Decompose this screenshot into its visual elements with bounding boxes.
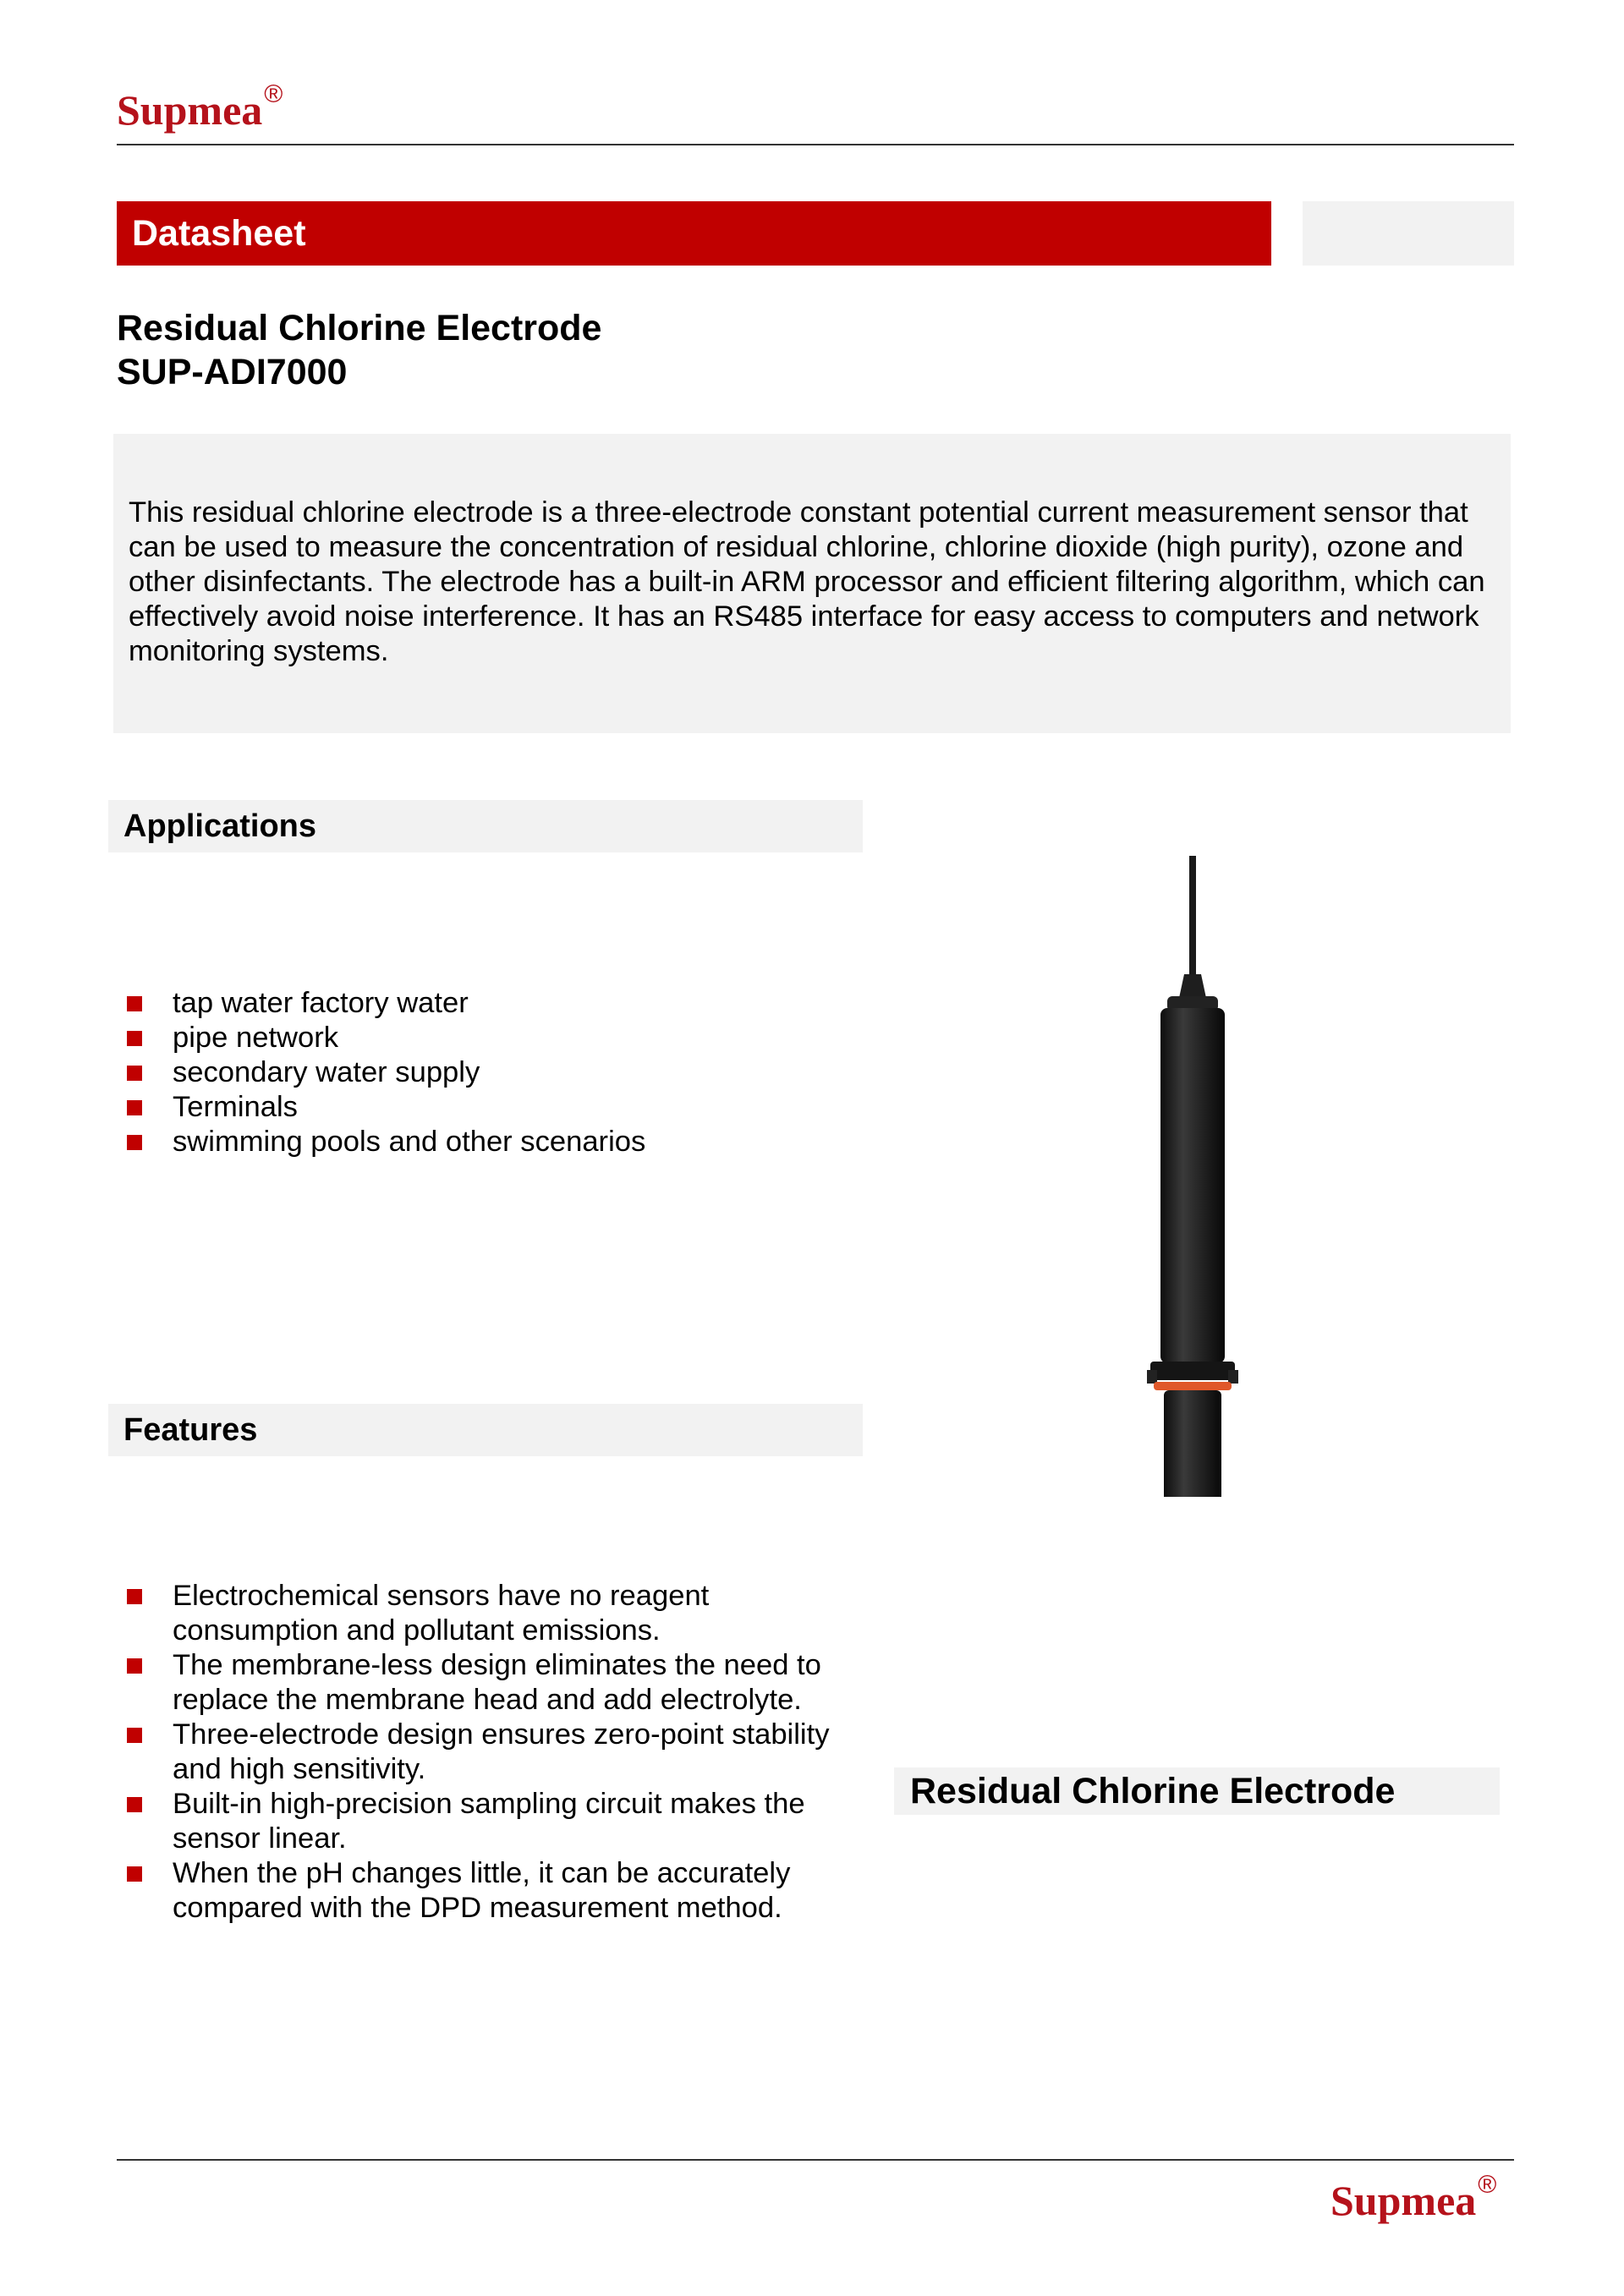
cable xyxy=(1189,856,1196,974)
list-item: secondary water supply xyxy=(117,1055,861,1090)
footer-divider xyxy=(117,2159,1514,2161)
list-item: The membrane-less design eliminates the need to replace the membrane head and add electrolyte. xyxy=(117,1648,861,1718)
brand-logo xyxy=(117,80,283,142)
product-title: Residual Chlorine Electrode xyxy=(117,308,602,348)
footer-registered-mark: ® xyxy=(1478,2171,1497,2199)
footer-brand-logo xyxy=(1330,2171,1497,2233)
list-item: Electrochemical sensors have no reagent consumption and pollutant emissions. xyxy=(117,1579,861,1648)
list-item: pipe network xyxy=(117,1021,861,1055)
features-list xyxy=(117,1579,861,1926)
applications-header xyxy=(108,800,863,852)
features-header xyxy=(108,1404,863,1456)
features-title: Features xyxy=(123,1412,258,1448)
electrode-product-image xyxy=(981,786,1404,1497)
registered-mark: ® xyxy=(264,80,283,108)
bullet-square-icon xyxy=(127,1589,142,1604)
strain-relief xyxy=(1179,974,1206,998)
datasheet-label: Datasheet xyxy=(132,213,306,254)
bullet-square-icon xyxy=(127,996,142,1011)
applications-title: Applications xyxy=(123,808,317,844)
list-item: When the pH changes little, it can be accurately compared with the DPD measurement method. xyxy=(117,1856,861,1926)
list-item: swimming pools and other scenarios xyxy=(117,1125,861,1159)
bullet-square-icon xyxy=(127,1031,142,1046)
electrode-body xyxy=(1160,1008,1225,1363)
footer-brand-name: Supmea xyxy=(1330,2177,1477,2224)
product-description: This residual chlorine electrode is a three-electrode constant potential current measurement sensor that can be used to measure the concentration of residual chlorine, chlorine dioxide (high purity), ozone and other disinfectants. The electrode has a built-in ARM processor and efficient filtering algorithm, which can effectively avoid noise interference. It has an RS485 interface for easy access to computers and network monitoring systems. xyxy=(129,496,1485,667)
bullet-square-icon xyxy=(127,1100,142,1115)
bullet-square-icon xyxy=(127,1658,142,1674)
list-item: Built-in high-precision sampling circuit makes the sensor linear. xyxy=(117,1787,861,1856)
bullet-square-icon xyxy=(127,1797,142,1812)
bullet-square-icon xyxy=(127,1728,142,1743)
header-divider xyxy=(117,144,1514,145)
applications-list xyxy=(117,986,861,1159)
product-model: SUP-ADI7000 xyxy=(117,352,348,392)
o-ring xyxy=(1154,1382,1232,1390)
brand-name: Supmea xyxy=(117,86,263,134)
header-grey-tab xyxy=(1303,201,1514,266)
list-item: Terminals xyxy=(117,1090,861,1125)
bullet-square-icon xyxy=(127,1135,142,1150)
list-item: Three-electrode design ensures zero-point stability and high sensitivity. xyxy=(117,1718,861,1787)
list-item: tap water factory water xyxy=(117,986,861,1021)
bullet-square-icon xyxy=(127,1866,142,1882)
bullet-square-icon xyxy=(127,1066,142,1081)
image-caption: Residual Chlorine Electrode xyxy=(910,1771,1396,1811)
